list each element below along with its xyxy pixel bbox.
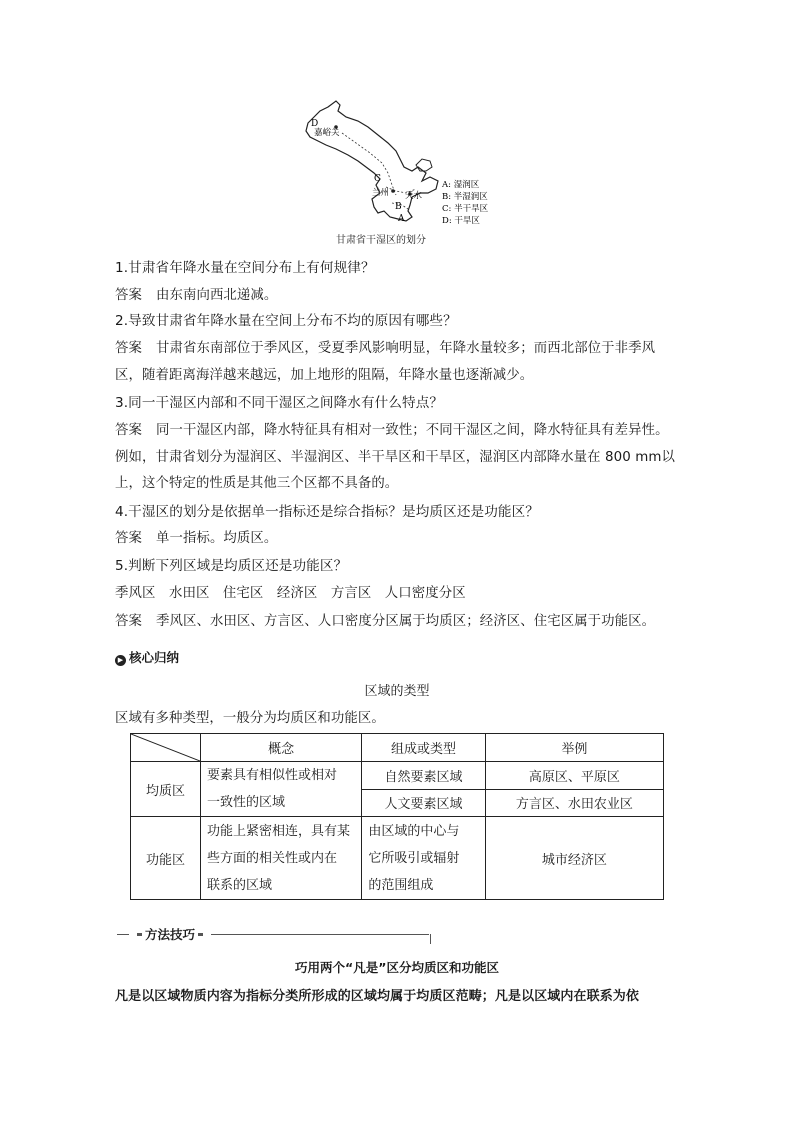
summary-title: 区域的类型 <box>364 684 430 699</box>
section-title: 核心归纳 <box>129 650 180 665</box>
section-heading <box>115 648 179 666</box>
example-functional: 城市经济区 <box>485 817 663 900</box>
diagonal-line <box>131 734 200 761</box>
answer-3-cont-2: 上，这个特定的性质是其他三个区都不具备的。 <box>115 476 399 491</box>
functional-concept <box>201 817 362 900</box>
tips-label-wrap <box>129 925 211 943</box>
table-row <box>131 762 664 790</box>
concept-line: 一致性的区域 <box>207 795 286 810</box>
question-3: 3.同一干湿区内部和不同干湿区之间降水有什么特点？ <box>115 395 444 411</box>
question-5-options: 季风区 水田区 住宅区 经济区 方言区 人口密度分区 <box>115 586 466 601</box>
dash-icon <box>198 933 203 936</box>
map-label-tianshui: 天水 <box>405 191 423 201</box>
answer-3 <box>115 419 669 438</box>
map-legend-a: A: 湿润区 <box>442 180 480 190</box>
type-human: 人文要素区域 <box>362 789 485 817</box>
answer-4 <box>115 527 277 546</box>
question-2: 2.导致甘肃省年降水量在空间上分布不均的原因有哪些？ <box>115 313 457 329</box>
table-header: 组成或类型 <box>362 734 485 762</box>
question-1: 1.甘肃省年降水量在空间分布上有何规律？ <box>115 260 375 276</box>
map-legend-d: D: 干旱区 <box>442 216 480 226</box>
table-header: 举例 <box>485 734 663 762</box>
tips-corner <box>430 934 431 944</box>
type-line: 它所吸引或辐射 <box>368 850 460 866</box>
map-label-c: C <box>374 174 381 184</box>
map-legend-b: B: 半湿润区 <box>442 192 488 202</box>
row-name-functional: 功能区 <box>131 817 201 900</box>
map-label-jiayuguan: 嘉峪关 <box>314 128 340 138</box>
tips-title: 巧用两个“凡是”区分均质区和功能区 <box>295 960 499 975</box>
summary-intro: 区域有多种类型，一般分为均质区和功能区。 <box>115 711 385 726</box>
answer-2 <box>115 337 655 356</box>
answer-label: 答案 <box>115 288 142 303</box>
concept-line: 些方面的相关性或内在 <box>207 850 338 866</box>
functional-type <box>362 817 485 900</box>
gansu-map-figure <box>292 95 512 247</box>
type-line: 由区域的中心与 <box>368 823 460 839</box>
tips-label: 方法技巧 <box>145 927 196 942</box>
answer-text: 同一干湿区内部，降水特征具有相对一致性；不同干湿区之间，降水特征具有差异性。 <box>155 423 669 438</box>
map-label-lanzhou: 兰州 <box>372 188 390 198</box>
table-row <box>131 817 664 900</box>
answer-5 <box>115 610 655 629</box>
concept-line: 联系的区域 <box>207 877 273 893</box>
method-tips-box <box>117 925 431 945</box>
table-corner-cell <box>131 734 201 762</box>
type-natural: 自然要素区域 <box>362 762 485 790</box>
example-human: 方言区、水田农业区 <box>485 789 663 817</box>
answer-text: 单一指标。均质区。 <box>155 531 278 546</box>
play-icon: ▶ <box>115 655 126 666</box>
answer-2-cont: 区，随着距离海洋越来越远，加上地形的阻隔，年降水量也逐渐减少。 <box>115 368 534 383</box>
map-label-b: B <box>395 202 402 212</box>
homogeneous-concept <box>201 762 362 817</box>
map-legend-c: C: 半干旱区 <box>442 204 489 214</box>
answer-3-cont-1: 例如，甘肃省划分为湿润区、半湿润区、半干旱区和干旱区，湿润区内部降水量在 800 mm以 <box>115 450 676 465</box>
map-label-a: A <box>398 214 405 224</box>
answer-text: 由东南向西北递减。 <box>155 288 278 303</box>
concept-line: 功能上紧密相连，具有某 <box>207 823 351 839</box>
answer-label: 答案 <box>115 614 142 629</box>
dash-icon <box>137 933 142 936</box>
answer-text: 甘肃省东南部位于季风区，受夏季风影响明显，年降水量较多；而西北部位于非季风 <box>155 341 656 356</box>
row-name-homogeneous: 均质区 <box>131 762 201 817</box>
map-caption: 甘肃省干湿区的划分 <box>336 235 426 246</box>
type-line: 的范围组成 <box>368 877 434 893</box>
map-label-d: D <box>311 119 319 129</box>
question-5: 5.判断下列区域是均质区还是功能区？ <box>115 558 348 574</box>
answer-label: 答案 <box>115 531 142 546</box>
tips-text: 凡是以区域物质内容为指标分类所形成的区域均属于均质区范畴；凡是以区域内在联系为依 <box>115 989 640 1004</box>
example-natural: 高原区、平原区 <box>485 762 663 790</box>
question-4: 4.干湿区的划分是依据单一指标还是综合指标？是均质区还是功能区？ <box>115 504 539 520</box>
region-types-table <box>130 733 664 900</box>
answer-label: 答案 <box>115 423 142 438</box>
table-header: 概念 <box>201 734 362 762</box>
answer-text: 季风区、水田区、方言区、人口密度分区属于均质区；经济区、住宅区属于功能区。 <box>155 614 656 629</box>
answer-label: 答案 <box>115 341 142 356</box>
table-header-row <box>131 734 664 762</box>
answer-1 <box>115 284 277 303</box>
gansu-map <box>292 95 512 247</box>
concept-line: 要素具有相似性或相对 <box>207 768 338 783</box>
